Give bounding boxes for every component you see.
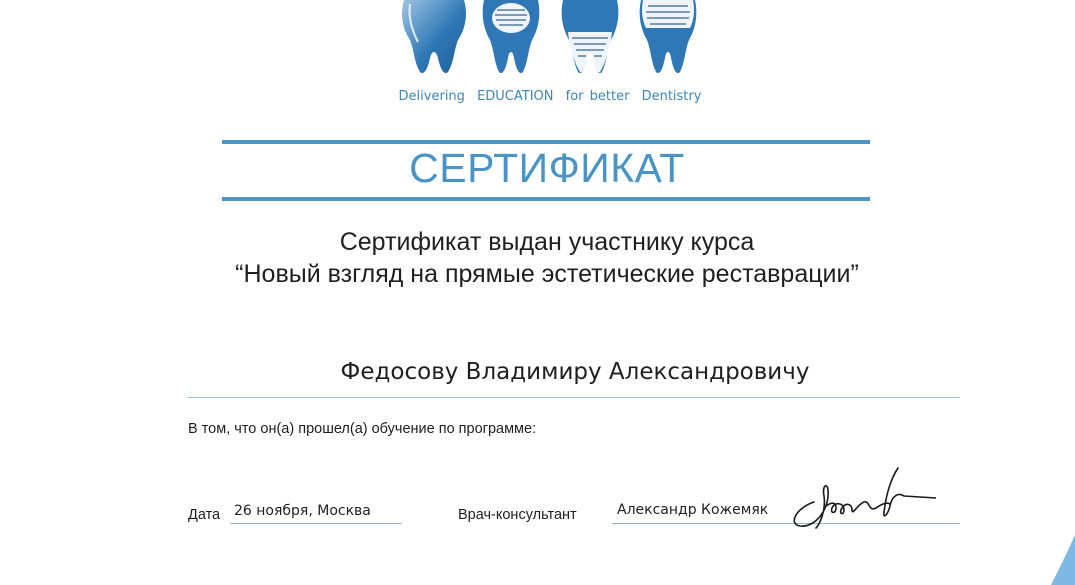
reason-text: В том, что он(а) прошел(а) обучение по программе: [188,421,537,437]
certificate-title: СЕРТИФИКАТ [409,145,685,191]
consultant-label: Врач-консультант [458,507,577,523]
tagline-word: EDUCATION [477,89,554,104]
tooth-icon [481,0,541,75]
date-value: 26 ноября, Москва [234,503,371,519]
date-underline [230,523,402,524]
logo-tagline [0,89,1075,104]
tagline-word: for better [565,89,630,104]
tooth-icon [638,0,698,75]
signature-image [786,462,936,532]
tagline-word: Dentistry [641,89,702,104]
tooth-icon [560,0,620,75]
recipient-name: Федосову Владимиру Александровичу [340,359,810,385]
date-label: Дата [188,507,221,523]
tagline-word: Delivering [398,89,465,104]
recipient-underline [188,397,960,398]
corner-decoration [1015,535,1075,585]
tooth-icon [400,0,468,75]
course-name: “Новый взгляд на прямые эстетические реставрации” [235,260,859,288]
title-rule-top [222,140,870,144]
title-rule-bottom [222,197,870,201]
issued-to-line: Сертификат выдан участнику курса [339,228,755,256]
consultant-name: Александр Кожемяк [617,502,769,518]
